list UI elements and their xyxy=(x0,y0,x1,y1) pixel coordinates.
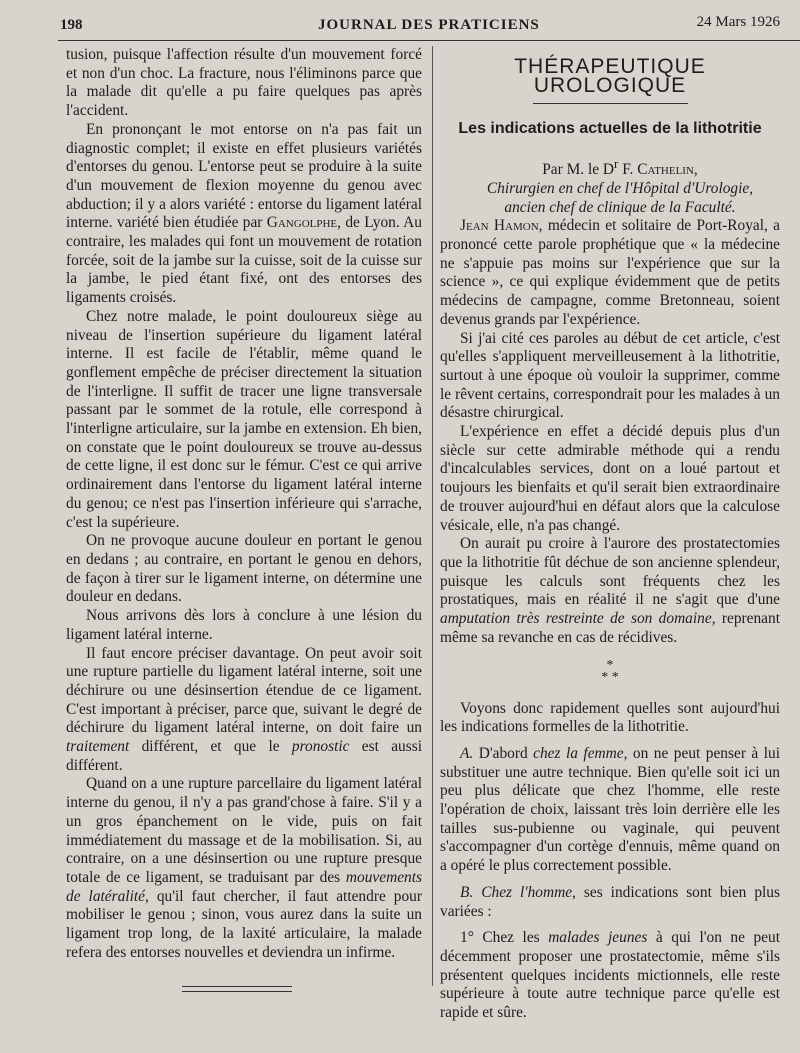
paragraph xyxy=(66,121,422,308)
column-divider xyxy=(432,46,433,986)
author-name: F. Cathelin, xyxy=(622,161,698,179)
author-name: Gangolphe xyxy=(266,214,338,232)
paragraph: Nous arrivons dès lors à conclure à une lésion du ligament latéral interne. xyxy=(66,607,422,643)
text-span: , de Lyon. Au contraire, les malades qui font un mouvement de rotation forcée, soit de la jambe sur la cuisse, soit de la cuisse sur la jambe, le pied étant fixé, ont des entorses des ligaments croisés. xyxy=(66,214,422,307)
text-span: est aussi différent. xyxy=(66,738,422,774)
paragraph xyxy=(440,217,780,329)
text-span: , reprenant même sa revanche en cas de récidives. xyxy=(440,610,780,646)
text-span: * * xyxy=(601,669,619,685)
right-column xyxy=(440,54,780,1023)
paragraph: Voyons donc rapidement quelles sont aujourd'hui les indications formelles de la lithotritie. xyxy=(440,699,780,736)
section-rule xyxy=(533,103,688,104)
text-span: On aurait pu croire à l'aurore des prostatectomies que la lithotritie fût déchue de son ancienne splendeur, puisque les calculs sont fréquents chez les prostatiques, mais en réalité il ne s'agit que d'une xyxy=(440,535,780,609)
spacer xyxy=(440,876,780,884)
paragraph xyxy=(66,645,422,776)
italic-span: malades jeunes xyxy=(548,929,648,947)
italic-span: A. xyxy=(460,744,474,762)
page-number: 198 xyxy=(60,17,83,33)
text-span: , qu'il faut chercher, il faut attendre pour mobiliser le genou ; sinon, vous aurez dans la suite un ligament trop long, de la laxité articulaire, la malade refera des entorses nouvelles et deviendra un infirme. xyxy=(66,887,423,961)
paragraph: On ne provoque aucune douleur en portant le genou en dedans ; au contraire, en portant le genou en dehors, de façon à tirer sur le ligament interne, on détermine une douleur en dedans. xyxy=(66,532,422,606)
text-span: Il faut encore préciser davantage. On peut avoir soit une rupture partielle du ligament latéral interne, soit une déchirure ou une désinsertion étendue de ce ligament. C'est important à préciser, parce que, suivant le degré de déchirure du ligament latéral interne, on doit faire un xyxy=(66,644,422,737)
article-title: Les indications actuelles de la lithotritie xyxy=(458,120,762,138)
section-title: THÉRAPEUTIQUE UROLOGIQUE xyxy=(514,55,706,97)
italic-span: mouvements de latéralité xyxy=(66,868,422,905)
header-rule xyxy=(58,40,800,41)
italic-span: amputation très restreinte de son domaine xyxy=(440,610,712,628)
paragraph xyxy=(440,929,780,1023)
text-span: En prononçant le mot entorse on n'a pas fait un diagnostic complet; il existe en effet plusieurs variétés d'entorses du genou. L'entorse peut se produire à la suite d'un mouvement de flexion moyenne du genou avec abduction; il y a alors variété : entorse du ligament latéral interne. variété bien étudiée par xyxy=(66,120,422,232)
paragraph: L'expérience en effet a décidé depuis plus d'un siècle sur cette admirable méthode qui a rendu d'incalculables services, dont on a loué partout et toujours les bienfaits et qu'il serait bien extraordinaire de trouver aujourd'hui en défaut alors que la calculose vésicale, elle, n'a pas changé. xyxy=(440,423,780,534)
paragraph xyxy=(440,884,780,921)
text-span: différent, et que le xyxy=(129,738,292,756)
italic-span: B. Chez l'homme xyxy=(460,883,573,901)
paragraph xyxy=(440,535,780,647)
affiliation: ancien chef de clinique de la Faculté. xyxy=(504,198,736,216)
text-span: D'abord xyxy=(473,744,534,762)
author-line xyxy=(440,155,780,180)
separator-stars xyxy=(440,657,780,685)
italic-span: traitement xyxy=(66,738,130,756)
text-span: Par M. le D xyxy=(542,161,615,179)
text-span: à qui l'on ne peut décemment proposer une prostatectomie, même s'ils présentent quelques incidents mictionnels, elle reste supérieure à toute autre technique parce qu'elle est rapide et sûre. xyxy=(440,929,780,1022)
italic-span: chez la femme xyxy=(533,744,624,762)
paragraph: Si j'ai cité ces paroles au début de cet article, c'est qu'elles s'appliquent merveilleusement à la lithotritie, surtout à une époque où vouloir la supprimer, comme le rêvent certains, correspondrait pour les malades à un désastre chirurgical. xyxy=(440,329,780,422)
spacer xyxy=(440,921,780,929)
italic-span: pronostic xyxy=(291,738,350,756)
text-span: , on ne peut penser à lui substituer une autre technique. Bien qu'elle soit ici un peu plus délicate que chez l'homme, elle reste l'opération de choix, laissant très loin derrière elle les tailles sus-pubienne ou vaginale, qui peuvent s'accompagner d'un cortège d'ennuis, même quand on a opéré le plus correctement possible. xyxy=(440,744,780,875)
issue-date: 24 Mars 1926 xyxy=(696,14,780,30)
paragraph: tusion, puisque l'affection résulte d'un mouvement forcé et non d'un choc. La fracture, nous l'éliminons parce que la malade dit qu'elle a pu faire quelques pas après l'accident. xyxy=(66,46,422,120)
end-rule xyxy=(182,986,292,992)
text-span: , médecin et solitaire de Port-Royal, a prononcé cette parole prophétique que « la médecine ne s'appuie pas moins sur l'expérience que sur la science », ce qui explique évidemment que de petits médecins de campagne, comme Bretonneau, soient devenus grands par l'expérience. xyxy=(440,217,781,328)
page-header xyxy=(0,0,800,42)
paragraph xyxy=(66,775,422,962)
text-span: 1° Chez les xyxy=(460,929,549,947)
journal-title: JOURNAL DES PRATICIENS xyxy=(318,17,540,33)
spacer xyxy=(440,737,780,745)
left-column xyxy=(66,46,422,962)
paragraph xyxy=(440,745,780,876)
text-span: , ses indications sont bien plus variées : xyxy=(440,883,780,920)
text-span: r xyxy=(614,157,619,172)
affiliation: Chirurgien en chef de l'Hôpital d'Urologie, xyxy=(486,179,754,197)
paragraph: Chez notre malade, le point douloureux siège au niveau de l'insertion supérieure du ligament latéral interne. Il est facile de l'établir, même quand le gonflement empêche de préciser directement la situation de l'interligne. Il suffit de tracer une ligne transversale passant par le sommet de la rotule, elle correspond à l'interligne articulaire, sur la jambe en extension. Eh bien, on constate que le point douloureux se trouve au-dessus de cette ligne, il est donc sur le fémur. C'est ce qui arrive ordinairement dans l'entorse du ligament latéral interne du genou; ce n'est pas l'insertion inférieure qui s'arrache, c'est la supérieure. xyxy=(66,307,422,531)
text-span: * xyxy=(606,657,614,673)
text-span: Quand on a une rupture parcellaire du ligament latéral interne du genou, il n'y a pas grand'chose à faire. S'il y a un gros épanchement on le vide, puis on fait immédiatement du massage et de la mobilisation. Si, au contraire, on a une désinsertion ou une rupture presque totale de ce ligament, se traduisant par des xyxy=(66,775,422,886)
author-name: Jean Hamon xyxy=(460,217,539,235)
